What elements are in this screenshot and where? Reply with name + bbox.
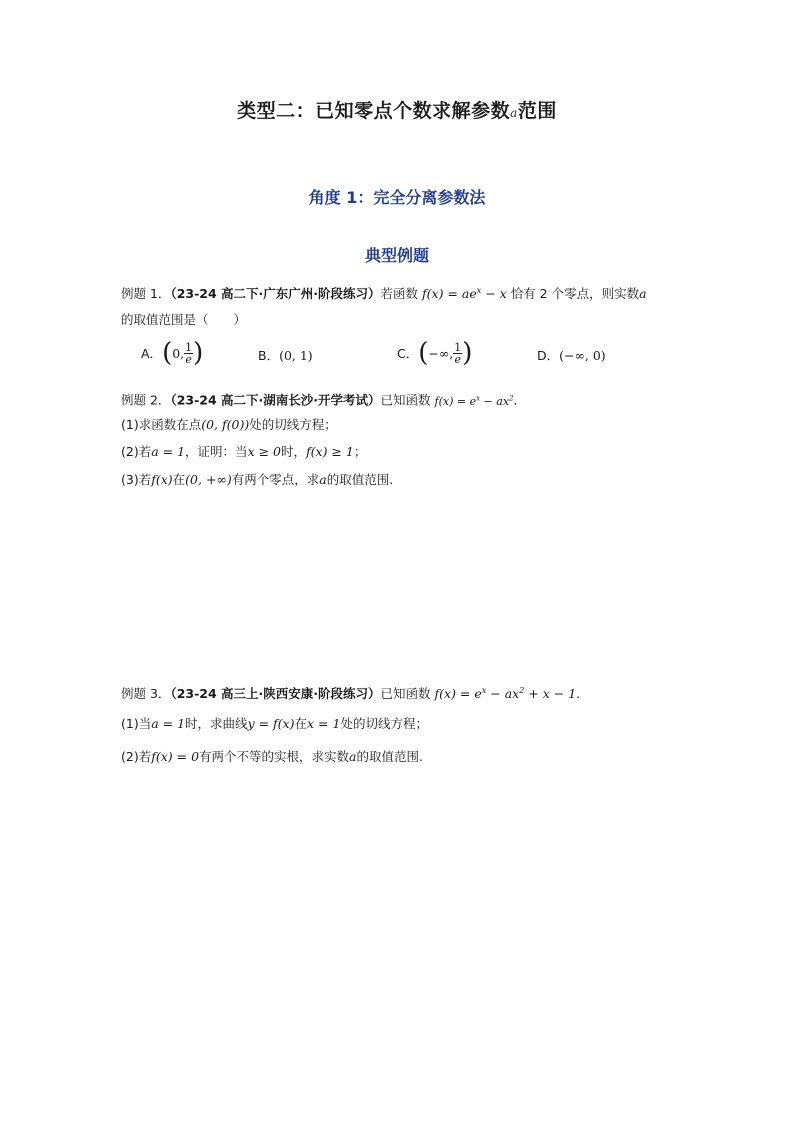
option-a[interactable]: A． ( 0, $\frac{1}{e}$ ) xyxy=(141,338,204,368)
example-3-stem: 例题 3．（23-24 高三上·陕西安康·阶段练习）已知函数 $f(x) = e^x - ax^2 + x - 1$. xyxy=(121,686,581,702)
title-param: a xyxy=(510,106,518,120)
option-d[interactable]: D． (−∞, 0) xyxy=(537,347,606,363)
example-2-q1: (1)求函数在点(0, f(0))处的切线方程； xyxy=(121,417,337,432)
example-2-function: $f(x) = e^x - ax^2$ xyxy=(434,394,514,408)
option-b[interactable]: B． (0, 1) xyxy=(258,347,313,363)
example-1-stem: 例题 1．（23-24 高二下·广东广州·阶段练习）若函数 $f(x) = ae^x - x$ 恰有 2 个零点，则实数a xyxy=(121,286,647,302)
example-3-source: （23-24 高三上·陕西安康·阶段练习） xyxy=(170,686,381,702)
example-1-stem-line2: 的取值范围是（ ） xyxy=(121,312,247,327)
example-1-function: $f(x) = ae^x - x$ xyxy=(422,286,507,302)
option-c[interactable]: C． ( −∞, $\frac{1}{e}$ ) xyxy=(397,338,473,368)
example-3-q2: (2)若f(x) = 0有两个不等的实根，求实数a的取值范围. xyxy=(121,749,423,764)
example-2-label: 例题 2． xyxy=(121,392,171,408)
example-3-function: $f(x) = e^x - ax^2 + x - 1$ xyxy=(434,686,577,702)
example-2-q3: (3)若f(x)在(0, +∞)有两个零点，求a的取值范围. xyxy=(121,472,394,487)
example-2-stem: 例题 2．（23-24 高二下·湖南长沙·开学考试）已知函数 $f(x) = e^x - ax^2$． xyxy=(121,392,527,408)
example-3-q1: (1)当a = 1时，求曲线y = f(x)在x = 1处的切线方程； xyxy=(121,716,428,731)
option-a-fraction: $\frac{1}{e}$ xyxy=(185,340,193,366)
angle-heading: 角度 1：完全分离参数法 xyxy=(308,188,486,207)
example-1-source: （23-24 高二下·广东广州·阶段练习） xyxy=(170,286,381,302)
section-heading: 典型例题 xyxy=(364,246,429,265)
option-c-fraction: $\frac{1}{e}$ xyxy=(454,340,462,366)
example-2-q2: (2)若a = 1，证明：当x ≥ 0时，f(x) ≥ 1； xyxy=(121,444,367,459)
example-3-label: 例题 3． xyxy=(121,686,171,702)
page-title: 类型二：已知零点个数求解参数a范围 xyxy=(237,100,557,122)
example-2-source: （23-24 高二下·湖南长沙·开学考试） xyxy=(170,392,381,408)
example-1-label: 例题 1． xyxy=(121,286,171,302)
